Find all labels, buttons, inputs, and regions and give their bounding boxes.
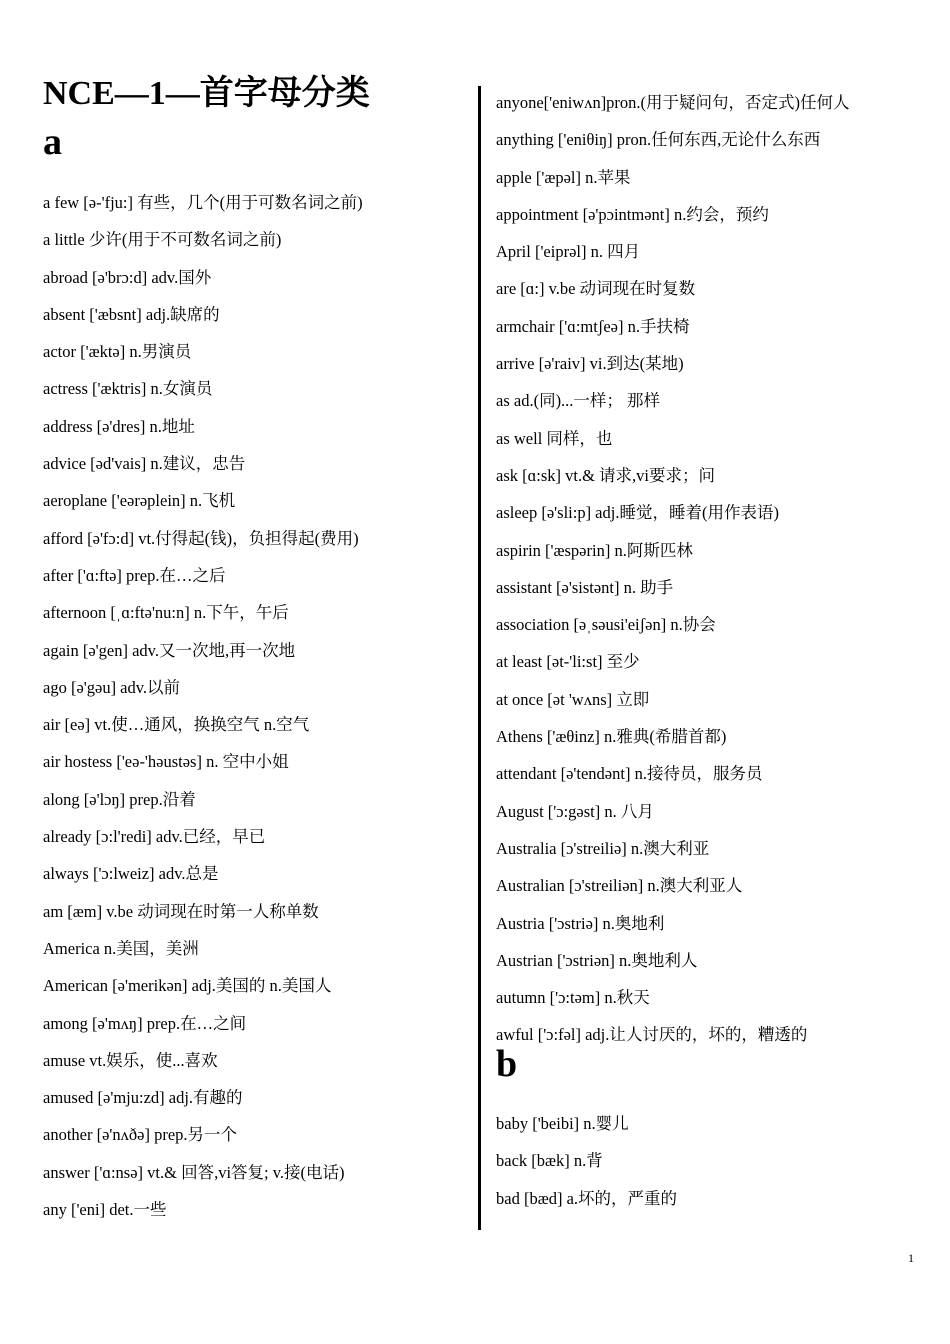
vocab-entry: actor ['æktə] n.男演员 [43, 342, 192, 362]
vocab-entry: answer ['ɑ:nsə] vt.& 回答,vi答复; v.接(电话) [43, 1162, 345, 1182]
page-title: NCE—1—首字母分类 [43, 75, 370, 112]
right-column-b [496, 1105, 936, 1217]
vocab-entry: amused [ə'mju:zd] adj.有趣的 [43, 1088, 243, 1108]
vocab-entry: air [eə] vt.使…通风，换换空气 n.空气 [43, 715, 310, 735]
section-heading-b: b [496, 1043, 518, 1085]
vocab-entry: Australia [ɔ'streiliə] n.澳大利亚 [496, 838, 710, 858]
vocab-entry: are [ɑ:] v.be 动词现在时复数 [496, 279, 696, 299]
vocab-entry: a little 少许(用于不可数名词之前) [43, 230, 282, 250]
vocab-entry: a few [ə-'fju:] 有些，几个(用于可数名词之前) [43, 193, 363, 212]
vocab-entry: at once [ət 'wʌns] 立即 [496, 689, 650, 709]
vocab-entry: autumn ['ɔ:təm] n.秋天 [496, 988, 650, 1008]
vocab-entry: aspirin ['æspərin] n.阿斯匹林 [496, 540, 693, 560]
vocab-entry: August ['ɔ:gəst] n. 八月 [496, 801, 654, 821]
vocab-entry: bad [bæd] a.坏的，严重的 [496, 1188, 678, 1208]
vocab-entry: afternoon [ˌɑ:ftə'nu:n] n.下午，午后 [43, 603, 289, 623]
vocab-entry: ask [ɑ:sk] vt.& 请求,vi要求；问 [496, 465, 715, 485]
page-number: 1 [908, 1251, 914, 1265]
vocab-entry: association [əˌsəusi'eiʃən] n.协会 [496, 615, 716, 635]
vocab-entry: at least [ət-'li:st] 至少 [496, 652, 640, 672]
vocab-entry: actress ['æktris] n.女演员 [43, 379, 213, 399]
vocab-entry: any ['eni] det.一些 [43, 1200, 167, 1220]
vocab-entry: armchair ['ɑ:mtʃeə] n.手扶椅 [496, 316, 690, 336]
vocab-entry: abroad [ə'brɔ:d] adv.国外 [43, 267, 212, 287]
vocab-entry: assistant [ə'sistənt] n. 助手 [496, 577, 674, 597]
vocab-entry: apple ['æpəl] n.苹果 [496, 167, 631, 187]
right-column [496, 84, 936, 1054]
vocab-entry: am [æm] v.be 动词现在时第一人称单数 [43, 901, 319, 921]
vocab-entry: after ['ɑ:ftə] prep.在…之后 [43, 565, 226, 585]
section-heading-a: a [43, 121, 62, 163]
right-column-a-entries [496, 84, 936, 1054]
vocab-entry: as well 同样，也 [496, 428, 613, 448]
vocab-entry: among [ə'mʌŋ] prep.在…之间 [43, 1013, 247, 1033]
vocab-entry: arrive [ə'raiv] vi.到达(某地) [496, 354, 684, 374]
vocab-entry: again [ə'gen] adv.又一次地,再一次地 [43, 640, 296, 660]
vocab-entry: America n.美国，美洲 [43, 938, 199, 958]
vocab-entry: as ad.(同)...一样； 那样 [496, 391, 661, 411]
vocab-entry: absent ['æbsnt] adj.缺席的 [43, 304, 220, 324]
left-column [43, 184, 473, 1228]
vocab-entry: along [ə'lɔŋ] prep.沿着 [43, 789, 196, 809]
vocab-entry: already [ɔ:l'redi] adv.已经，早已 [43, 827, 266, 847]
vocab-entry: appointment [ə'pɔintmənt] n.约会，预约 [496, 204, 769, 224]
vocab-entry: back [bæk] n.背 [496, 1151, 603, 1171]
vocab-entry: baby ['beibi] n.婴儿 [496, 1114, 629, 1133]
vocab-entry: attendant [ə'tendənt] n.接待员，服务员 [496, 764, 763, 784]
right-column-b-entries [496, 1105, 936, 1217]
vocab-entry: Austria ['ɔstriə] n.奥地利 [496, 913, 665, 933]
vocab-entry: Austrian ['ɔstriən] n.奥地利人 [496, 950, 698, 970]
vocab-entry: April ['eiprəl] n. 四月 [496, 242, 641, 262]
vocab-entry: advice [əd'vais] n.建议，忠告 [43, 454, 246, 474]
vocab-entry: amuse vt.娱乐，使...喜欢 [43, 1050, 218, 1070]
vocab-entry: asleep [ə'sli:p] adj.睡觉，睡着(用作表语) [496, 503, 779, 523]
vocab-entry: awful ['ɔ:fəl] adj.让人讨厌的，坏的，糟透的 [496, 1025, 808, 1045]
vocab-entry: air hostess ['eə-'həustəs] n. 空中小姐 [43, 752, 289, 772]
vocab-entry: aeroplane ['eərəplein] n.飞机 [43, 491, 236, 511]
vocab-entry: another [ə'nʌðə] prep.另一个 [43, 1125, 238, 1145]
vocab-entry: anything ['eniθiŋ] pron.任何东西,无论什么东西 [496, 130, 821, 150]
vocab-entry: Australian [ɔ'streiliən] n.澳大利亚人 [496, 876, 743, 896]
vocab-entry: ago [ə'gəu] adv.以前 [43, 677, 181, 697]
vocab-entry: Athens ['æθinz] n.雅典(希腊首都) [496, 727, 727, 747]
vocab-entry: afford [ə'fɔ:d] vt.付得起(钱)，负担得起(费用) [43, 528, 359, 548]
vocab-entry: American [ə'merikən] adj.美国的 n.美国人 [43, 976, 332, 996]
vocab-entry: address [ə'dres] n.地址 [43, 416, 195, 436]
vocab-entry: anyone['eniwʌn]pron.(用于疑问句，否定式)任何人 [496, 93, 850, 112]
column-divider [478, 86, 481, 1230]
vocab-entry: always ['ɔ:lweiz] adv.总是 [43, 864, 219, 884]
